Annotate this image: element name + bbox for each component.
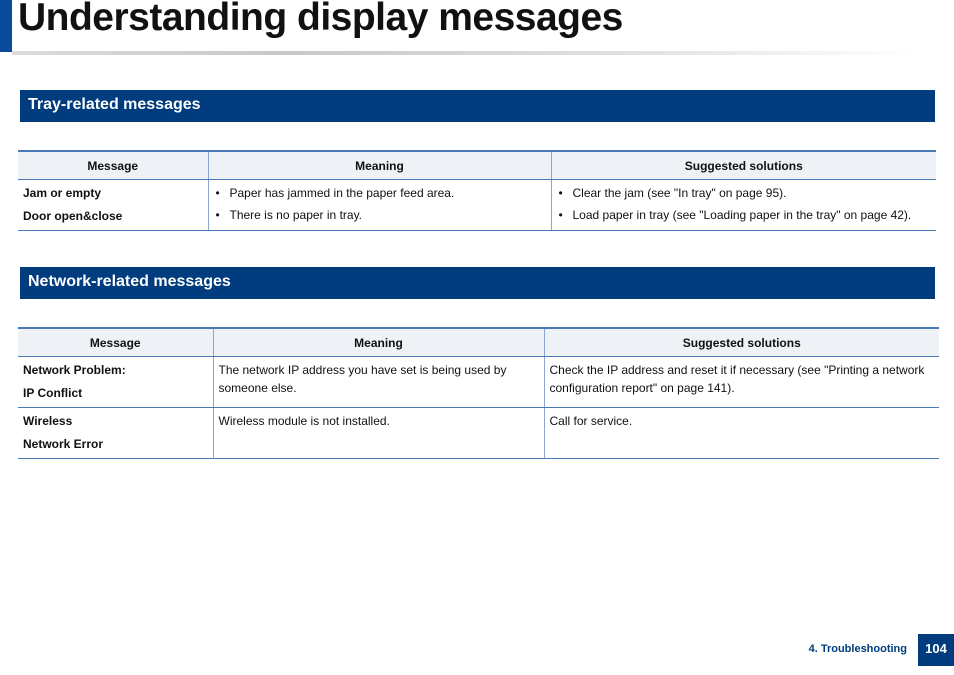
message-text: Door open&close: [23, 209, 123, 223]
column-header-solutions: Suggested solutions: [544, 328, 939, 357]
section-heading-tray: Tray-related messages: [20, 90, 935, 122]
meaning-cell: The network IP address you have set is being used by someone else.: [213, 357, 544, 408]
column-header-message: Message: [18, 328, 213, 357]
table-row: [18, 180, 936, 231]
meaning-bullet: • There is no paper in tray.: [214, 206, 546, 224]
message-cell: [18, 180, 208, 231]
network-messages-table: [18, 327, 939, 459]
solutions-cell: Call for service.: [544, 408, 939, 459]
meaning-cell: [208, 180, 551, 231]
column-header-solutions: Suggested solutions: [551, 151, 936, 180]
solutions-cell: Check the IP address and reset it if necessary (see "Printing a network configuration report" on page 141).: [544, 357, 939, 408]
solutions-cell: [551, 180, 936, 231]
column-header-meaning: Meaning: [208, 151, 551, 180]
message-text: Wireless: [23, 414, 73, 428]
solution-bullet: • Load paper in tray (see "Loading paper in the tray" on page 42).: [557, 206, 932, 224]
tray-messages-table: [18, 150, 936, 231]
column-header-meaning: Meaning: [213, 328, 544, 357]
message-text: Jam or empty: [23, 186, 102, 200]
meaning-cell: Wireless module is not installed.: [213, 408, 544, 459]
table-header-row: [18, 328, 939, 357]
section-heading-network: Network-related messages: [20, 267, 935, 299]
table-header-row: [18, 151, 936, 180]
message-cell: [18, 357, 213, 408]
title-divider: [12, 51, 917, 55]
table-row: [18, 408, 939, 459]
page-number: 104: [918, 634, 954, 666]
footer-chapter-label: 4. Troubleshooting: [808, 643, 907, 655]
message-cell: [18, 408, 213, 459]
page-title: Understanding display messages: [18, 0, 623, 39]
message-text: Network Problem:: [23, 363, 126, 377]
meaning-bullet: • Paper has jammed in the paper feed area.: [214, 184, 546, 202]
column-header-message: Message: [18, 151, 208, 180]
solution-bullet: • Clear the jam (see "In tray" on page 95).: [557, 184, 932, 202]
message-text: Network Error: [23, 437, 104, 451]
table-row: [18, 357, 939, 408]
message-text: IP Conflict: [23, 386, 83, 400]
title-accent-bar: [0, 0, 12, 52]
